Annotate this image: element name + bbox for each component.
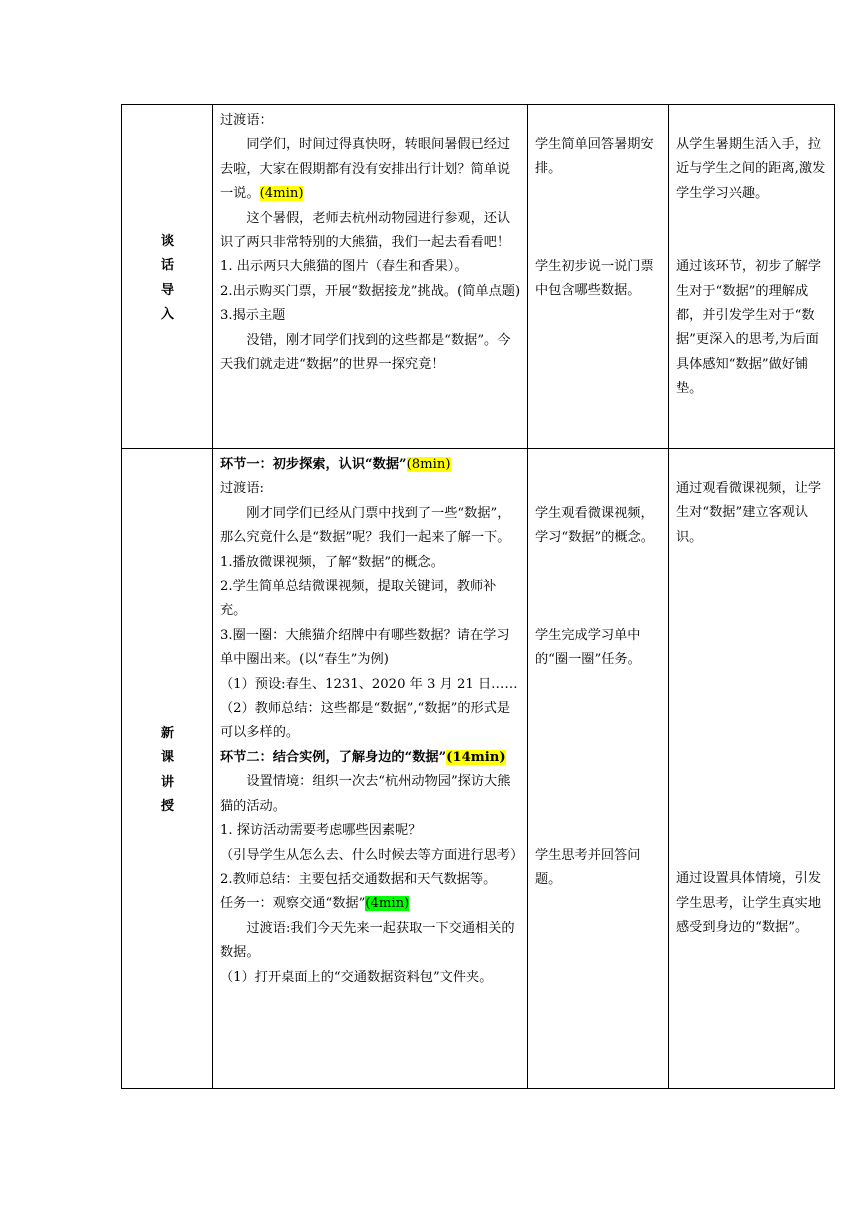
teacher-activity-cell <box>213 449 528 1089</box>
paragraph: 学生观看微课视频，学习“数据”的概念。 <box>535 506 654 546</box>
section-label-char: 讲 <box>160 774 175 790</box>
paragraph: 学生完成学习单中的“圈一圈”任务。 <box>535 627 641 668</box>
paragraph-text: 任务一：观察交通“数据” <box>220 896 366 912</box>
paragraph: 1. 探访活动需要考虑哪些因素呢？ <box>220 823 422 839</box>
section-label-char: 话 <box>160 258 175 274</box>
student-activity-cell <box>528 105 669 449</box>
section-label-char: 新 <box>160 725 175 741</box>
paragraph <box>220 133 521 206</box>
heading-text: 环节一：初步探索，认识“数据” <box>220 457 407 472</box>
section-label-intro <box>122 105 213 449</box>
paragraph: （引导学生从怎么去、什么时候去等方面进行思考） <box>220 847 524 863</box>
paragraph: 过渡语:我们今天先来一起获取一下交通相关的数据。 <box>220 920 515 961</box>
paragraph: 刚才同学们已经从门票中找到了一些“数据”，那么究竟什么是“数据”呢？我们一起来了解一下。 <box>220 505 511 546</box>
paragraph: 过渡语： <box>220 113 273 128</box>
table-row <box>122 105 835 449</box>
paragraph-text: 同学们，时间过得真快呀，转眼间暑假已经过去啦，大家在假期都有没有安排出行计划？简单说一说。 <box>220 137 511 202</box>
paragraph: 2.教师总结：主要包括交通数据和天气数据等。 <box>220 871 497 887</box>
paragraph: 这个暑假，老师去杭州动物园进行参观，还认识了两只非常特别的大熊猫，我们一起去看看吧！ <box>220 210 511 251</box>
design-intent-cell <box>669 105 835 449</box>
paragraph: 学生初步说一说门票中包含哪些数据。 <box>535 258 654 299</box>
section-label-char: 谈 <box>160 233 175 249</box>
heading-text: 环节二：结合实例，了解身边的“数据” <box>220 749 447 765</box>
paragraph: （1）打开桌面上的“交通数据资料包”文件夹。 <box>220 969 493 985</box>
paragraph <box>220 892 521 916</box>
section-label-char: 课 <box>160 750 175 766</box>
paragraph: 通过该环节，初步了解学生对于“数据”的理解成都，并引发学生对于“数据”更深入的思考,为后面具体感知“数据”做好铺垫。 <box>676 259 822 397</box>
time-highlight: (14min) <box>446 749 506 765</box>
time-highlight: (4min) <box>365 896 410 912</box>
table-row <box>122 449 835 1089</box>
paragraph: 通过设置具体情境，引发学生思考，让学生真实地感受到身边的“数据”。 <box>676 871 822 936</box>
paragraph: 2.学生简单总结微课视频，提取关键词，教师补充。 <box>220 579 497 619</box>
section-heading <box>220 453 521 477</box>
student-activity-cell <box>528 449 669 1089</box>
design-intent-cell <box>669 449 835 1089</box>
paragraph: 通过观看微课视频，让学生对“数据”建立客观认识。 <box>676 481 822 545</box>
paragraph: 1. 出示两只大熊猫的图片（春生和香果）。 <box>220 259 468 275</box>
paragraph: 3.揭示主题 <box>220 308 286 324</box>
teacher-activity-cell <box>213 105 528 449</box>
paragraph: 学生简单回答暑期安排。 <box>535 137 654 177</box>
section-label-char: 授 <box>160 798 175 814</box>
paragraph: （1）预设:春生、1231、2020 年 3 月 21 日…… <box>220 676 518 692</box>
paragraph: 学生思考并回答问题。 <box>535 847 641 888</box>
section-label-new-lesson <box>122 449 213 1089</box>
paragraph: （2）教师总结：这些都是“数据”,“数据”的形式是可以多样的。 <box>220 701 511 741</box>
lesson-plan-table <box>121 104 835 1089</box>
time-highlight: (4min) <box>259 186 304 202</box>
paragraph: 3.圈一圈：大熊猫介绍牌中有哪些数据？请在学习单中圈出来。(以“春生”为例) <box>220 627 510 668</box>
paragraph: 设置情境：组织一次去“杭州动物园”探访大熊猫的活动。 <box>220 774 511 814</box>
paragraph: 没错，刚才同学们找到的这些都是“数据”。今天我们就走进“数据”的世界一探究竟！ <box>220 332 511 373</box>
section-label-char: 入 <box>160 306 175 322</box>
paragraph: 从学生暑期生活入手，拉近与学生之间的距离,激发学生学习兴趣。 <box>676 137 826 201</box>
paragraph: 过渡语: <box>220 481 265 497</box>
paragraph: 1.播放微课视频，了解“数据”的概念。 <box>220 554 444 570</box>
section-heading <box>220 746 521 770</box>
paragraph: 2.出示购买门票，开展“数据接龙”挑战。(简单点题) <box>220 283 521 299</box>
section-label-char: 导 <box>160 282 175 298</box>
time-highlight: (8min) <box>406 457 451 472</box>
